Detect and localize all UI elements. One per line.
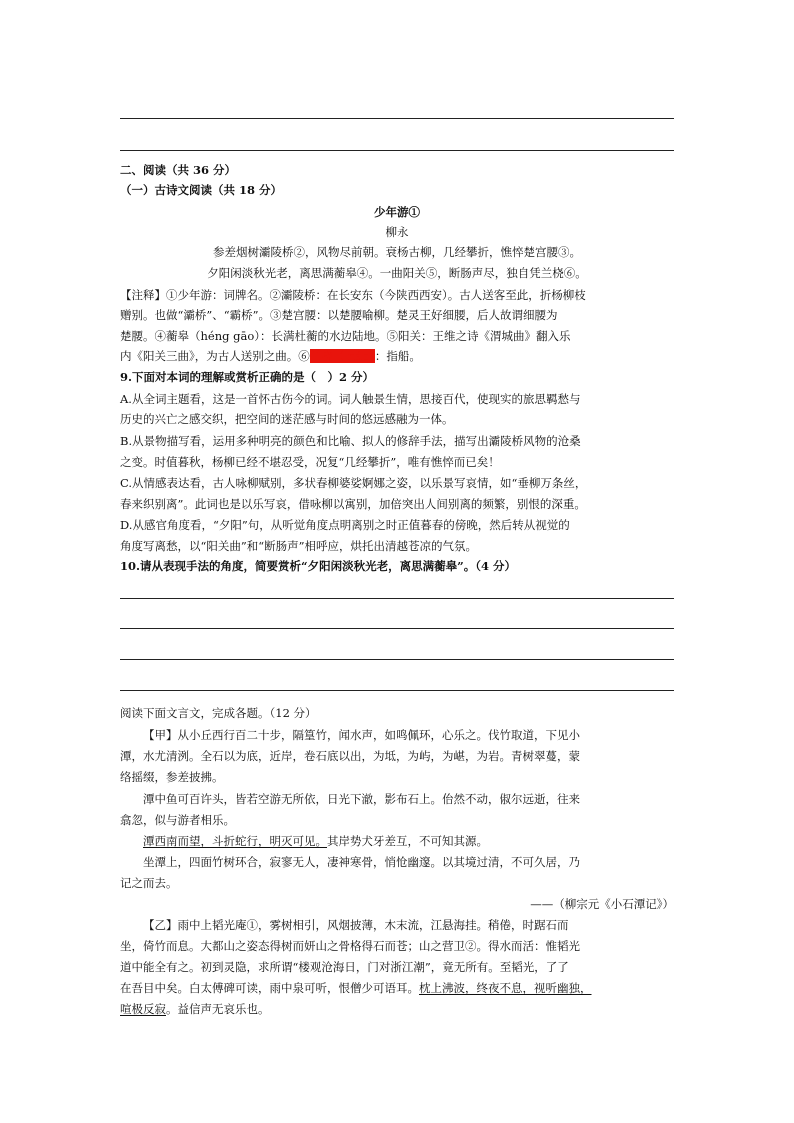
notes-line: 【注释】①少年游：词牌名。②灞陵桥：在长安东（今陕西西安）。古人送客至此，折杨柳枝: [120, 288, 586, 302]
poem-author: 柳永: [385, 225, 409, 239]
underlined-sentence: 潭西南而望，斗折蛇行，明灭可见。: [143, 834, 327, 848]
notes-text: 内《阳关三曲》，为古人送别之曲。⑥: [120, 349, 310, 363]
option-a: A.从全词主题看，这是一首怀古伤今的词。词人触景生情，思接百代，使现实的旅思羁愁与: [120, 392, 581, 406]
section-heading: 二、阅读（共 36 分）: [120, 163, 237, 177]
prose-line: 潭中鱼可百许头，皆若空游无所依，日光下澈，影布石上。佁然不动，俶尔远逝，往来: [143, 792, 580, 806]
sub-heading: （一）古诗文阅读（共 18 分）: [120, 183, 283, 197]
underlined-sentence: 枕上沸波，终夜不息，视听幽独，: [419, 981, 592, 995]
question-10-stem: 10.请从表现手法的角度，简要赏析“夕阳闲淡秋光老，离思满蘅皋”。（4 分）: [120, 559, 516, 573]
poem-title: 少年游①: [374, 205, 420, 219]
underlined-sentence: 喧极反寂: [120, 1002, 166, 1016]
answer-line: [120, 118, 674, 119]
prose-source: ——（柳宗元《小石潭记》）: [530, 897, 674, 911]
redacted-highlight: 兰桡（ náo）: [309, 349, 375, 363]
prose-line: [120, 999, 674, 1019]
notes-line: 楚腰。④蘅皋（héng gāo）：长满杜蘅的水边陆地。⑤阳关：王维之诗《渭城曲》翻入乐: [120, 329, 571, 343]
notes-line: [120, 346, 674, 366]
prose-text: 。益信声无哀乐也。: [166, 1002, 270, 1016]
option-a: 历史的兴亡之感交织，把空间的迷茫感与时间的悠远感融为一体。: [120, 412, 454, 426]
notes-text: ：指船。: [374, 349, 421, 363]
poem-line: 参差烟树灞陵桥②，风物尽前朝。衰杨古柳，几经攀折，憔悴楚宫腰③。: [213, 245, 581, 259]
prose-line: [120, 978, 674, 998]
answer-line: [120, 690, 674, 691]
option-d: 角度写离愁，以“阳关曲”和“断肠声”相呼应，烘托出清越苍凉的气氛。: [120, 539, 478, 553]
poem-line: 夕阳闲淡秋光老，离思满蘅皋④。一曲阳关⑤，断肠声尽，独自凭兰桡⑥。: [207, 266, 587, 280]
notes-line: 赠别。也做“灞桥”、“霸桥”。③楚宫腰：以楚腰喻柳。楚灵王好细腰，后人故谓细腰为: [120, 308, 558, 322]
prose-line: 络摇缀，参差披拂。: [120, 770, 224, 784]
answer-line: [120, 150, 674, 151]
prose-line: 道中能全有之。初到灵隐，求所谓“楼观沧海日，门对浙江潮”，竟无所有。至韬光，了了: [120, 960, 569, 974]
answer-line: [120, 628, 674, 629]
option-d: D.从感官角度看，“夕阳”句，从听觉角度点明离别之时正值暮春的傍晚，然后转从视觉的: [120, 518, 570, 532]
answer-line: [120, 659, 674, 660]
prose-text: 其岸势犬牙差互，不可知其源。: [327, 834, 488, 848]
option-c: C.从情感表达看，古人咏柳赋别，多状春柳婆娑婀娜之姿，以乐景写哀情，如“垂柳万条丝，: [120, 476, 587, 490]
prose-line: 坐，倚竹而息。大都山之姿态得树而妍山之骨格得石而苍；山之营卫②。得水而活：惟韬光: [120, 939, 580, 953]
question-9-stem: 9.下面对本词的理解或赏析正确的是（ ）2 分）: [120, 370, 375, 384]
option-c: 春来织别离”。此词也是以乐写哀，借咏柳以寓别，加倍突出人间别离的频繁，别恨的深重。: [120, 497, 586, 511]
prose-line: 翕忽，似与游者相乐。: [120, 813, 235, 827]
prose-line: [120, 831, 674, 851]
answer-line: [120, 598, 674, 599]
prose-line: 【乙】雨中上韬光庵①，雾树相引，风烟披薄，木末流，江悬海挂。稍倦，时踞石而: [143, 918, 569, 932]
prose-text: 在吾目中矣。白太傅碑可读，雨中泉可听，恨僧少可语耳。: [120, 981, 419, 995]
option-b: B.从景物描写看，运用多种明亮的颜色和比喻、拟人的修辞手法，描写出灞陵桥风物的沧桑: [120, 434, 581, 448]
prose-line: 潭，水尤清洌。全石以为底，近岸，卷石底以出，为坻，为屿，为嵁，为岩。青树翠蔓，蒙: [120, 749, 580, 763]
prose-line: 记之而去。: [120, 876, 178, 890]
prose-line: 坐潭上，四面竹树环合，寂寥无人，凄神寒骨，悄怆幽邃。以其境过清，不可久居，乃: [143, 855, 580, 869]
option-b: 之变。时值暮秋，杨柳已经不堪忍受，况复“几经攀折”，唯有憔悴而已矣！: [120, 455, 500, 469]
prose-intro: 阅读下面文言文，完成各题。（12 分）: [120, 706, 317, 720]
prose-line: 【甲】从小丘西行百二十步，隔篁竹，闻水声，如鸣佩环，心乐之。伐竹取道，下见小: [143, 728, 580, 742]
